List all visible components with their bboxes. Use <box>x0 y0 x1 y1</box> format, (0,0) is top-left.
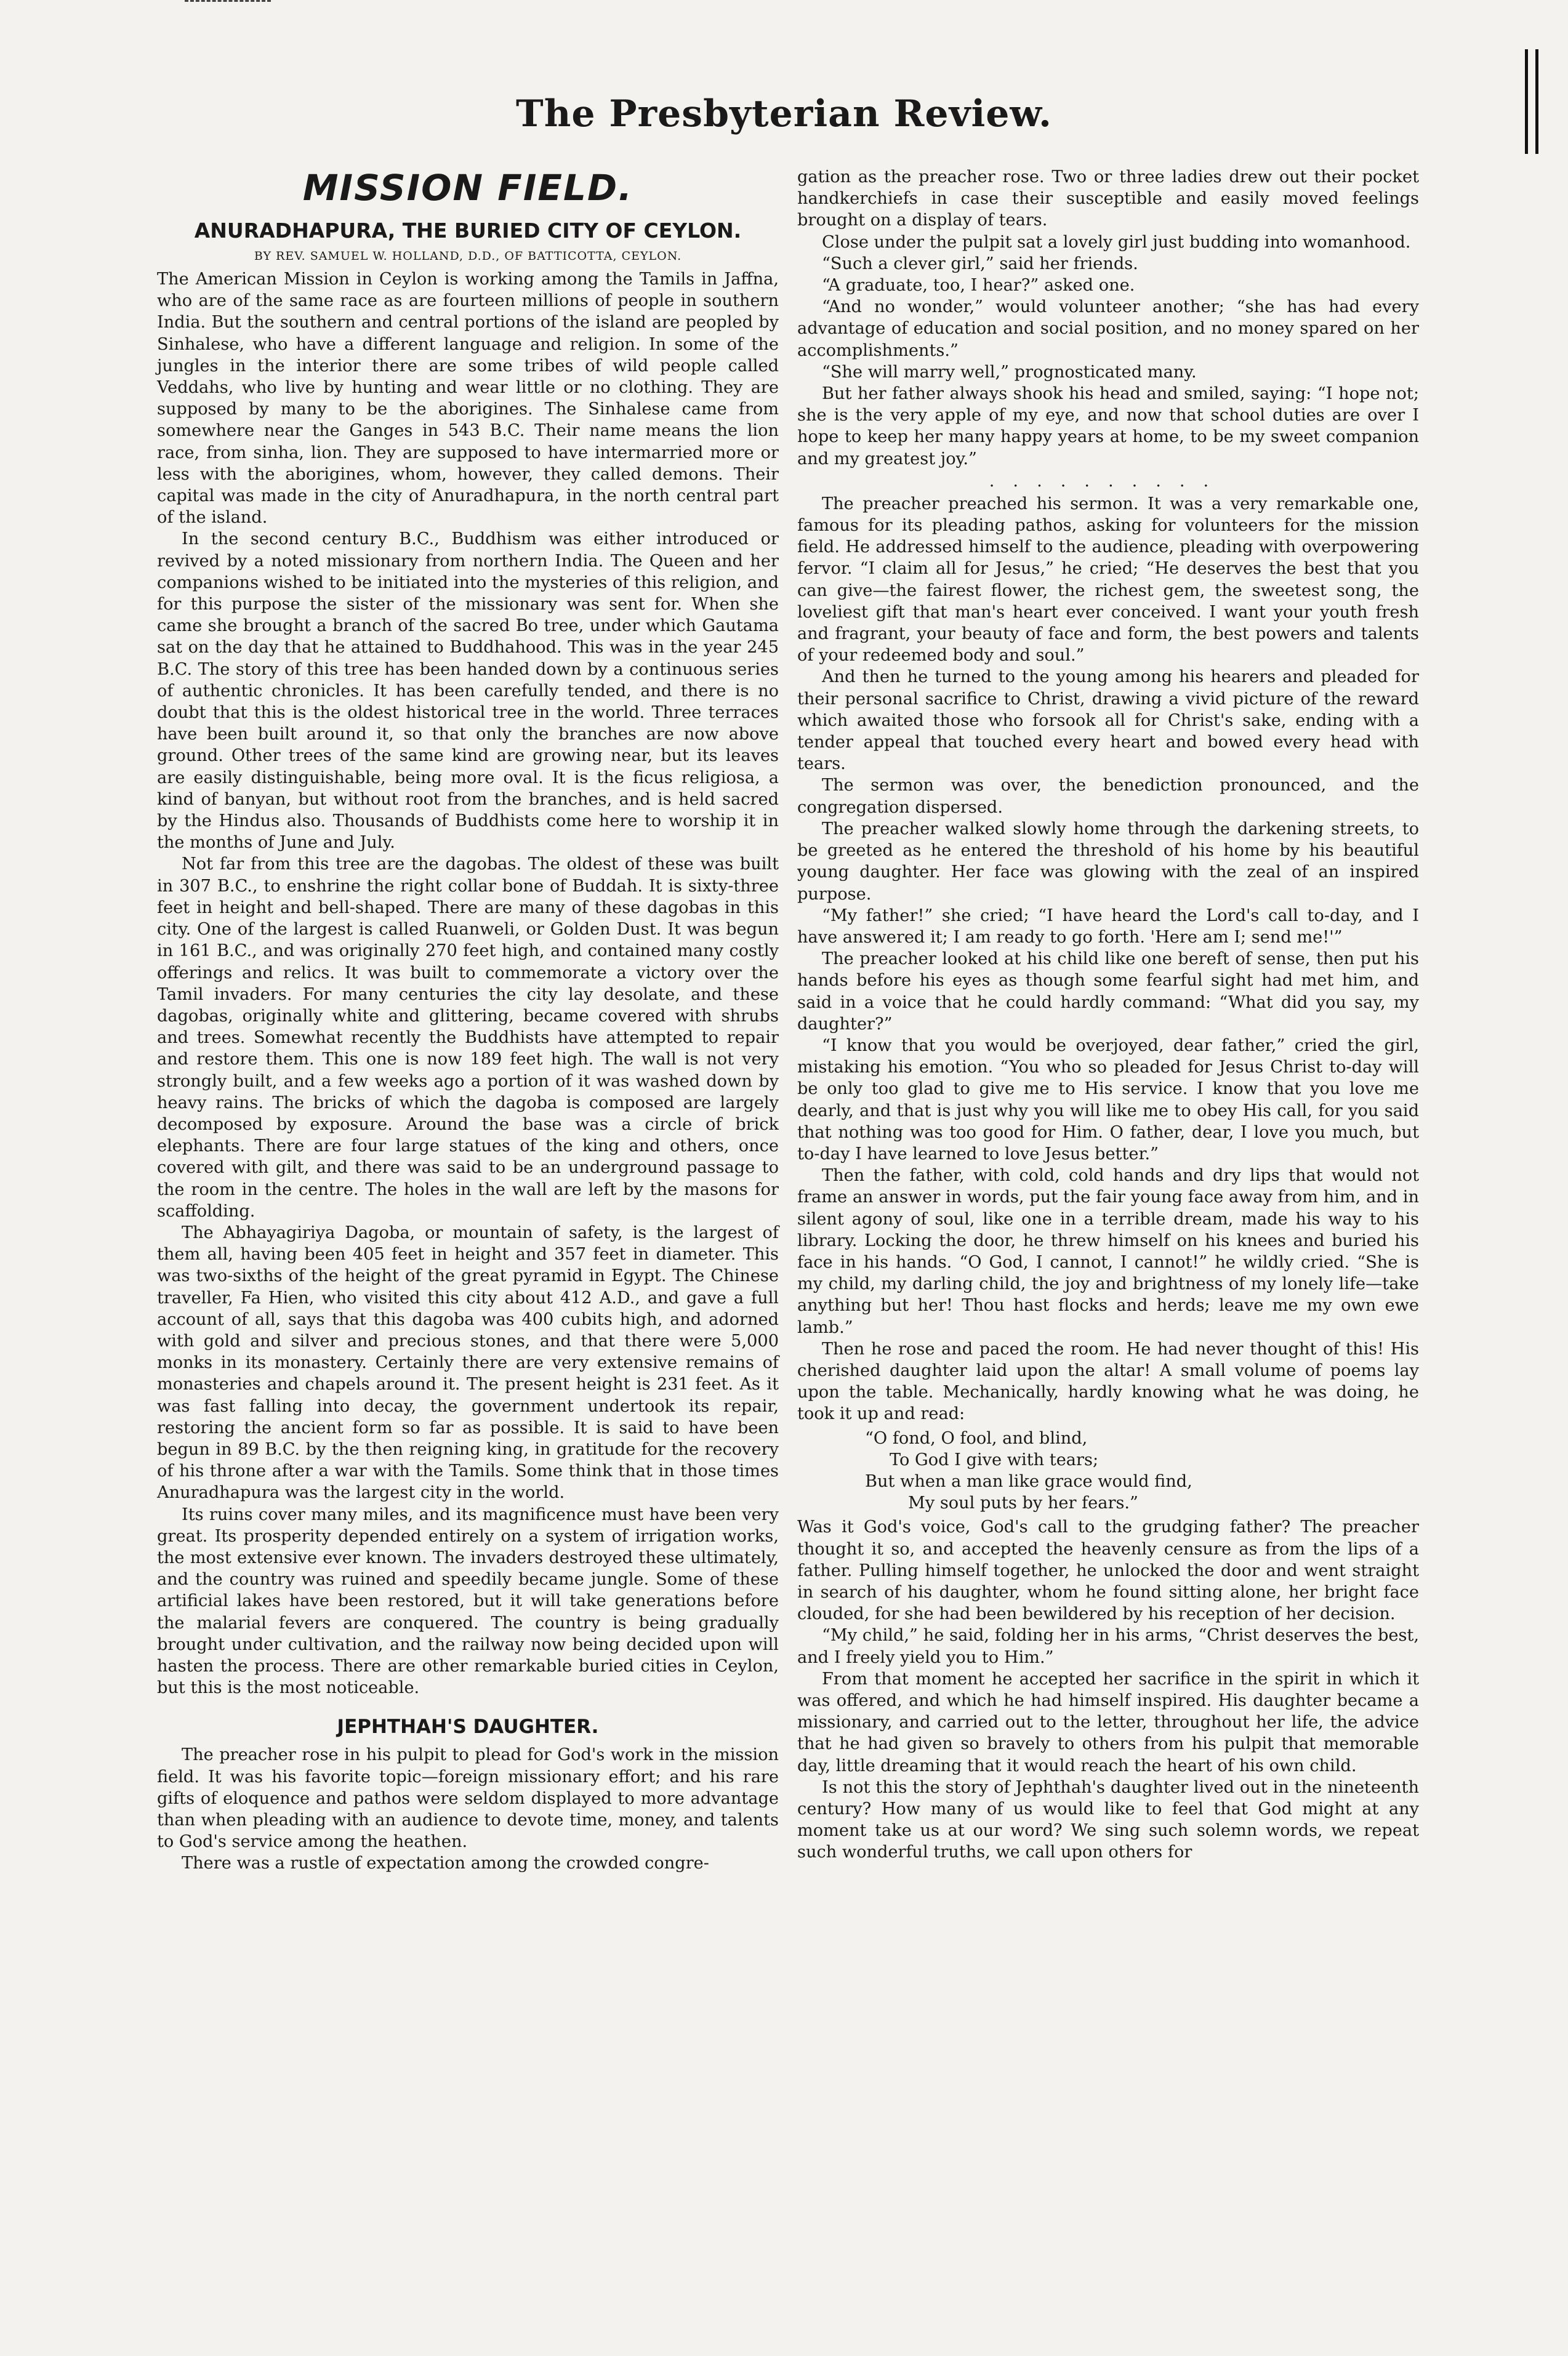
paragraph: “She will marry well,” prognosticated many. <box>822 362 1197 382</box>
paragraph: The preacher looked at his child like one bereft of sense, then put his hands before his eyes as though some fearful sight had met him, and said in a voice that he could hardly command: “What did you say, my daughter?” <box>797 949 1419 1034</box>
paragraph: The Abhayagiriya Dagoba, or mountain of safety, is the largest of them all, having been 405 feet in height and 357 feet in diameter. This was two-sixths of the height of the great pyramid in Egypt. The Chinese traveller, Fa Hien, who visited this city about 412 A.D., and gave a full account of all, says that this dagoba was 400 cubits high, and adorned with gold and silver and precious stones, and that there were 5,000 monks in its monastery. Certainly there are very extensive remains of monasteries and chapels around it. The present height is 231 feet. As it was fast falling into decay, the government undertook its repair, restoring the ancient form so far as possible. It is said to have been begun in 89 B.C. by the then reigning king, in gratitude for the recovery of his throne after a war with the Tamils. Some think that in those times Anuradhapura was the largest city in the world. <box>157 1223 779 1503</box>
paragraph: In the second century B.C., Buddhism was either introduced or revived by a noted missionary from northern India. The Queen and her companions wished to be initiated into the mysteries of this religion, and for this purpose the sister of the missionary was sent for. When she came she brought a branch of the sacred Bo tree, under which Gautama sat on the day that he attained to Buddhahood. This was in the year 245 B.C. The story of this tree has been handed down by a continuous series of authentic chronicles. It has been carefully tended, and there is no doubt that this is the oldest historical tree in the world. Three terraces have been built around it, so that only the branches are now above ground. Other trees of the same kind are growing near, but its leaves are easily distinguishable, being more oval. It is the ficus religiosa, a kind of banyan, but without root from the branches, and is held sacred by the Hindus also. Thousands of Buddhists come here to worship it in the months of June and July. <box>157 529 779 853</box>
section-title: MISSION FIELD. <box>302 167 633 209</box>
paragraph: “My child,” he said, folding her in his arms, “Christ deserves the best, and I freely yield you to Him.” <box>797 1626 1419 1667</box>
byline: BY REV. SAMUEL W. HOLLAND, D.D., OF BATTICOTTA, CEYLON. <box>254 249 682 263</box>
poem-line: My soul puts by her fears.” <box>908 1494 1138 1513</box>
page-header: The Presbyterian Review. <box>516 92 1052 135</box>
paragraph: “And no wonder,” would volunteer another; “she has had every advantage of education and social position, and no money spared on her accomplishments.” <box>797 297 1419 360</box>
paragraph: But her father always shook his head and smiled, saying: “I hope not; she is the very apple of my eye, and now that school duties are over I hope to keep her many happy years at home, to be my sweet companion and my greatest joy.” <box>797 384 1419 468</box>
scan-artifact <box>185 0 271 4</box>
paragraph: Its ruins cover many miles, and its magnificence must have been very great. Its prosperity depended entirely on a system of irrigation works, the most extensive ever known. The invaders destroyed these ultimately, and the country was ruined and speedily became jungle. Some of these artificial lakes have been restored, but it will take generations before the malarial fevers are conquered. The country is being gradually brought under cultivation, and the railway now being decided upon will hasten the process. There are other remarkable buried cities in Ceylon, but this is the most noticeable. <box>157 1505 779 1698</box>
poem-line: To God I give with tears; <box>890 1450 1099 1469</box>
poem-line: “O fond, O fool, and blind, <box>865 1428 1088 1448</box>
paragraph: From that moment he accepted her sacrifice in the spirit in which it was offered, and which he had himself inspired. His daughter became a missionary, and carried out to the letter, throughout her life, the advice that he had given so bravely to others from his pulpit that memorable day, little dreaming that it would reach the heart of his own child. <box>797 1669 1419 1775</box>
paragraph: Is not this the story of Jephthah's daughter lived out in the nineteenth century? How many of us would like to feel that God might at any moment take us at our word? We sing such solemn words, we repeat such wonderful truths, we call upon others for <box>797 1777 1419 1862</box>
article-title: JEPHTHAH'S DAUGHTER. <box>337 1716 599 1739</box>
paragraph: “I know that you would be overjoyed, dear father,” cried the girl, mistaking his emotion. “You who so pleaded for Jesus Christ to-day will be only too glad to give me to His service. I know that you love me dearly, and that is just why you will like me to obey His call, for you said that nothing was too good for Him. O father, dear, I love you much, but to-day I have learned to love Jesus better.” <box>797 1035 1419 1164</box>
paragraph: Close under the pulpit sat a lovely girl just budding into womanhood. <box>822 232 1411 252</box>
paragraph: gation as the preacher rose. Two or three ladies drew out their pocket handkerchiefs in case their susceptible and easily moved feelings brought on a display of tears. <box>797 167 1419 230</box>
paragraph: Then he rose and paced the room. He had never thought of this! His cherished daughter laid upon the altar! A small volume of poems lay upon the table. Mechanically, hardly knowing what he was doing, he took it up and read: <box>797 1339 1419 1424</box>
paragraph: The American Mission in Ceylon is working among the Tamils in Jaffna, who are of the same race as are fourteen millions of people in southern India. But the southern and central portions of the island are peopled by Sinhalese, who have a different language and religion. In some of the jungles in the interior there are some tribes of wild people called Veddahs, who live by hunting and wear little or no clothing. They are supposed by many to be the aborigines. The Sinhalese came from somewhere near the Ganges in 543 B.C. Their name means the lion race, from sinha, lion. They are supposed to have intermarried more or less with the aborigines, whom, however, they called demons. Their capital was made in the city of Anuradhapura, in the north central part of the island. <box>157 270 779 528</box>
paragraph: Was it God's voice, God's call to the grudging father? The preacher thought it so, and accepted the heavenly censure as from the lips of a father. Pulling himself together, he unlocked the door and went straight in search of his daughter, whom he found sitting alone, her bright face clouded, for she had been bewildered by his reception of her decision. <box>797 1518 1419 1624</box>
paragraph: The sermon was over, the benediction pronounced, and the congregation dispersed. <box>797 776 1419 817</box>
section-break-dots: .......... <box>989 471 1228 491</box>
paragraph: “Such a clever girl,” said her friends. <box>822 254 1138 273</box>
paragraph: Then the father, with cold, cold hands and dry lips that would not frame an answer in words, put the fair young face away from him, and in silent agony of soul, like one in a terrible dream, made his way to his library. Locking the door, he threw himself on his knees and buried his face in his hands. “O God, I cannot, I cannot!” he wildly cried. “She is my child, my darling child, the joy and brightness of my lonely life—take anything but her! Thou hast flocks and herds; leave me my own ewe lamb.” <box>797 1166 1419 1337</box>
poem-line: But when a man like grace would find, <box>865 1471 1192 1491</box>
left-column <box>157 166 779 1875</box>
paragraph: Not far from this tree are the dagobas. The oldest of these was built in 307 B.C., to enshrine the right collar bone of Buddah. It is sixty-three feet in height and bell-shaped. There are many of these dagobas in this city. One of the largest is called Ruanweli, or Golden Dust. It was begun in 161 B.C., and was originally 270 feet high, and contained many costly offerings and relics. It was built to commemorate a victory over the Tamil invaders. For many centuries the city lay desolate, and these dagobas, originally white and glittering, became covered with shrubs and trees. Somewhat recently the Buddhists have attempted to repair and restore them. This one is now 189 feet high. The wall is not very strongly built, and a few weeks ago a portion of it was washed down by heavy rains. The bricks of which the dagoba is composed are largely decomposed by exposure. Around the base was a circle of brick elephants. There are four large statues of the king and others, once covered with gilt, and there was said to be an underground passage to the room in the centre. The holes in the wall are left by the masons for scaffolding. <box>157 854 779 1221</box>
right-column <box>797 166 1419 1863</box>
paragraph: “A graduate, too, I hear?” asked one. <box>822 276 1135 296</box>
paragraph: The preacher preached his sermon. It was a very remarkable one, famous for its pleading pathos, asking for volunteers for the mission field. He addressed himself to the audience, pleading with overpowering fervor. “I claim all for Jesus,” he cried; “He deserves the best that you can give—the fairest flower, the richest gem, the sweetest song, the loveliest gift that man's heart ever conceived. I want your youth fresh and fragrant, your beauty of face and form, the best powers and talents of your redeemed body and soul.” <box>797 494 1419 665</box>
paragraph: The preacher rose in his pulpit to plead for God's work in the mission field. It was his favorite topic—foreign missionary effort; and his rare gifts of eloquence and pathos were seldom displayed to more advantage than when pleading with an audience to devote time, money, and talents to God's service among the heathen. <box>157 1745 779 1852</box>
paragraph: There was a rustle of expectation among the crowded congre- <box>182 1854 709 1873</box>
article-title: ANURADHAPURA, THE BURIED CITY OF CEYLON. <box>194 219 742 243</box>
paragraph: “My father!” she cried; “I have heard the Lord's call to-day, and I have answered it; I am ready to go forth. 'Here am I; send me!'” <box>797 906 1419 947</box>
poem <box>865 1428 1419 1514</box>
paragraph: And then he turned to the young among his hearers and pleaded for their personal sacrifice to Christ, drawing a vivid picture of the reward which awaited those who forsook all for Christ's sake, ending with a tender appeal that touched every heart and bowed every head with tears. <box>797 667 1419 774</box>
paragraph: The preacher walked slowly home through the darkening streets, to be greeted as he entered the threshold of his home by his beautiful young daughter. Her face was glowing with the zeal of an inspired purpose. <box>797 819 1419 904</box>
